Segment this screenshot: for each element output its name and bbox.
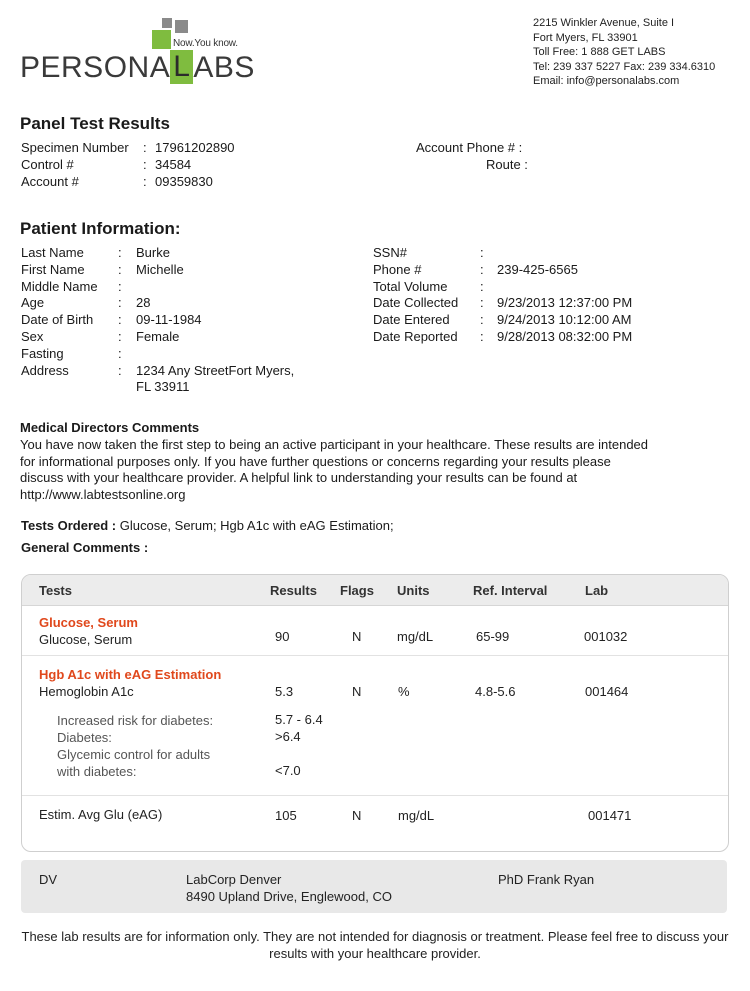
colon: : [118, 295, 122, 310]
lab-director: PhD Frank Ryan [498, 872, 595, 887]
medical-directors-comments-title: Medical Directors Comments [20, 420, 200, 435]
eag-units: mg/dL [398, 808, 435, 823]
col-flags: Flags [340, 583, 374, 598]
glucose-flag: N [352, 629, 362, 644]
date-entered-label: Date Entered [373, 312, 450, 327]
age-value: 28 [136, 295, 151, 310]
first-name-value: Michelle [136, 262, 184, 277]
lab-code: DV [39, 872, 58, 887]
tests-ordered-label: Tests Ordered : [21, 518, 117, 533]
a1c-note-value: <7.0 [275, 763, 301, 778]
date-collected-value: 9/23/2013 12:37:00 PM [497, 295, 633, 310]
glucose-name: Glucose, Serum [39, 632, 133, 647]
logo-text-persona: PERSONA [20, 51, 171, 84]
contact-block [533, 16, 715, 89]
date-collected-label: Date Collected [373, 295, 459, 310]
medical-directors-comments-body: You have now taken the first step to being an active participant in your healthcare. These results are intended for informational purposes only. If you have further questions or concerns regarding your results please discuss with your healthcare provider. A helpful link to understanding your results can be found at http://www.labtestsonline.org [20, 437, 649, 502]
address-line-2: FL 33911 [136, 379, 190, 394]
results-table [21, 574, 729, 852]
control-label: Control # [21, 157, 74, 172]
footer-disclaimer: These lab results are for information only. They are not intended for diagnosis or treatment. Please feel free to discuss your results with your healthcare provider. [21, 929, 729, 961]
contact-city-line: Fort Myers, FL 33901 [533, 31, 638, 44]
test-group-title-a1c: Hgb A1c with eAG Estimation [39, 667, 222, 682]
date-reported-value: 9/28/2013 08:32:00 PM [497, 329, 633, 344]
middle-name-label: Middle Name [21, 279, 98, 294]
eag-result: 105 [275, 808, 297, 823]
ssn-label: SSN# [373, 245, 407, 260]
age-label: Age [21, 295, 45, 310]
colon: : [118, 312, 122, 327]
a1c-note-label: Increased risk for diabetes: [57, 713, 214, 728]
logo-wordmark [20, 51, 255, 85]
first-name-label: First Name [21, 262, 85, 277]
colon: : [118, 346, 122, 361]
eag-name: Estim. Avg Glu (eAG) [39, 807, 163, 822]
logo-square-gray-2 [175, 20, 188, 33]
a1c-result: 5.3 [275, 684, 294, 699]
fasting-label: Fasting [21, 346, 64, 361]
route-label: Route : [486, 157, 528, 172]
phone-label: Phone # [373, 262, 422, 277]
lab-name: LabCorp Denver [186, 872, 282, 887]
colon: : [480, 262, 484, 277]
a1c-flag: N [352, 684, 362, 699]
col-results: Results [270, 583, 317, 598]
address-label: Address [21, 363, 69, 378]
glucose-ref: 65-99 [476, 629, 510, 644]
col-tests: Tests [39, 583, 72, 598]
phone-value: 239-425-6565 [497, 262, 578, 277]
logo-tagline: Now.You know. [173, 38, 238, 49]
colon: : [118, 279, 122, 294]
date-reported-label: Date Reported [373, 329, 458, 344]
lab-info-box [21, 860, 727, 913]
eag-flag: N [352, 808, 362, 823]
colon: : [143, 140, 147, 155]
tests-ordered [21, 517, 394, 534]
col-units: Units [397, 583, 430, 598]
sex-value: Female [136, 329, 180, 344]
dob-value: 09-11-1984 [136, 312, 202, 327]
a1c-note-value: >6.4 [275, 729, 301, 744]
contact-email[interactable]: Email: info@personalabs.com [533, 75, 680, 87]
a1c-note-label: with diabetes: [57, 764, 137, 779]
logo-text-abs: ABS [193, 51, 255, 84]
last-name-label: Last Name [21, 245, 84, 260]
test-group-title-glucose: Glucose, Serum [39, 615, 138, 630]
eag-lab: 001471 [588, 808, 632, 823]
colon: : [118, 262, 122, 277]
dob-label: Date of Birth [21, 312, 94, 327]
logo-square-green [152, 30, 171, 49]
glucose-lab: 001032 [584, 629, 628, 644]
specimen-label: Specimen Number [21, 140, 129, 155]
account-value: 09359830 [155, 174, 213, 189]
colon: : [118, 363, 122, 378]
contact-tollfree: Toll Free: 1 888 GET LABS [533, 46, 666, 58]
results-table-header [22, 575, 728, 606]
logo-text-l: L [170, 50, 193, 84]
a1c-name: Hemoglobin A1c [39, 684, 134, 699]
a1c-note-label: Diabetes: [57, 730, 112, 745]
control-value: 34584 [155, 157, 192, 172]
address-line-1: 1234 Any StreetFort Myers, [136, 363, 295, 378]
col-lab: Lab [585, 583, 609, 598]
lab-address: 8490 Upland Drive, Englewood, CO [186, 889, 392, 904]
row-divider [22, 795, 728, 796]
colon: : [143, 157, 147, 172]
colon: : [118, 329, 122, 344]
total-volume-label: Total Volume [373, 279, 448, 294]
specimen-value: 17961202890 [155, 140, 235, 155]
tests-ordered-value: Glucose, Serum; Hgb A1c with eAG Estimation; [116, 518, 394, 533]
sex-label: Sex [21, 329, 44, 344]
colon: : [480, 329, 484, 344]
patient-info-title: Patient Information: [20, 219, 181, 238]
glucose-result: 90 [275, 629, 290, 644]
colon: : [480, 295, 484, 310]
contact-tel-fax: Tel: 239 337 5227 Fax: 239 334.6310 [533, 60, 716, 73]
row-divider [22, 655, 728, 656]
colon: : [480, 312, 484, 327]
colon: : [480, 245, 484, 260]
account-label: Account # [21, 174, 79, 189]
colon: : [118, 245, 122, 260]
logo-square-gray-1 [162, 18, 172, 28]
general-comments-label: General Comments : [21, 540, 149, 555]
glucose-units: mg/dL [397, 629, 434, 644]
panel-title: Panel Test Results [20, 114, 170, 133]
contact-address-line: 2215 Winkler Avenue, Suite I [533, 17, 675, 29]
colon: : [143, 174, 147, 189]
a1c-ref: 4.8-5.6 [475, 684, 516, 699]
account-phone-label: Account Phone # : [416, 140, 523, 155]
date-entered-value: 9/24/2013 10:12:00 AM [497, 312, 632, 327]
a1c-note-value: 5.7 - 6.4 [275, 712, 323, 727]
a1c-note-label: Glycemic control for adults [57, 747, 211, 762]
a1c-units: % [398, 684, 410, 699]
col-ref-interval: Ref. Interval [473, 583, 548, 598]
a1c-lab: 001464 [585, 684, 629, 699]
last-name-value: Burke [136, 245, 170, 260]
colon: : [480, 279, 484, 294]
